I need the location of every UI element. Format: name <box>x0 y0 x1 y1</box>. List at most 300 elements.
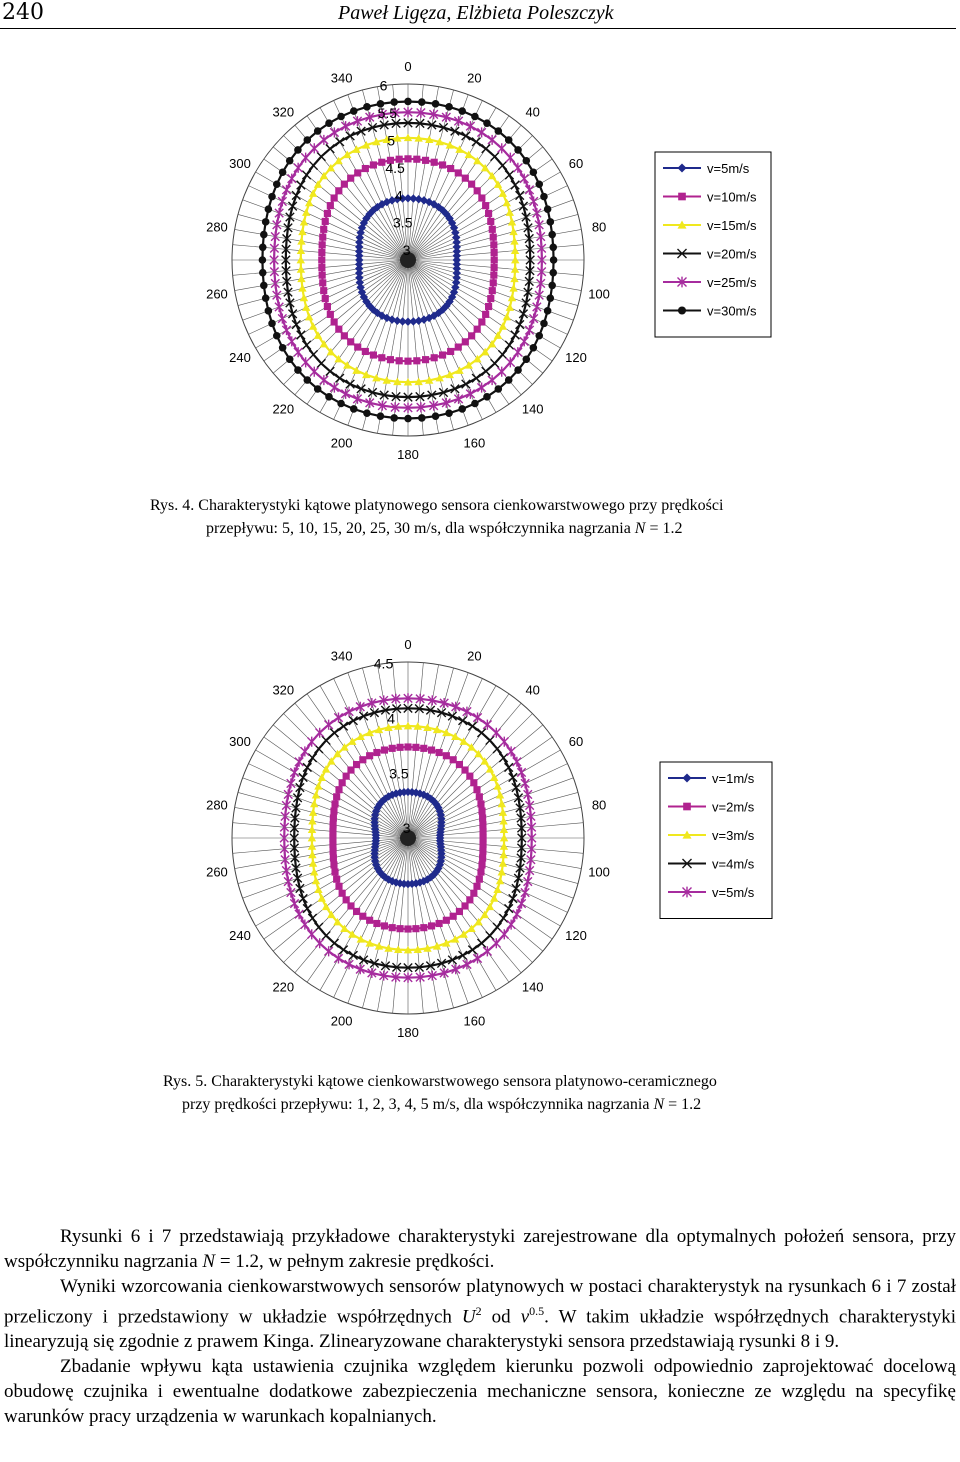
data-point <box>302 171 310 179</box>
data-point <box>319 272 326 279</box>
data-point <box>309 859 317 867</box>
data-point <box>443 917 450 924</box>
legend-label: v=10m/s <box>707 189 757 205</box>
data-point <box>295 909 303 919</box>
data-point <box>533 208 541 218</box>
data-point <box>462 132 470 140</box>
data-point <box>286 157 294 165</box>
data-point <box>483 393 491 401</box>
data-point <box>319 234 326 241</box>
data-point <box>345 707 353 717</box>
data-point <box>273 290 281 300</box>
data-point <box>333 793 340 800</box>
data-point <box>310 367 318 377</box>
data-point <box>309 189 317 197</box>
data-point <box>491 249 498 256</box>
data-point <box>373 749 380 756</box>
data-point <box>301 153 309 163</box>
data-point <box>320 135 328 145</box>
data-point <box>470 890 477 897</box>
data-point <box>470 779 477 786</box>
data-point <box>336 374 344 382</box>
data-point <box>314 886 322 894</box>
data-point <box>314 127 322 135</box>
data-point <box>479 841 486 848</box>
data-point <box>472 138 480 146</box>
data-point <box>525 800 533 810</box>
data-point <box>490 241 497 248</box>
data-point <box>320 226 327 233</box>
data-point <box>315 938 323 948</box>
data-point <box>513 757 521 767</box>
radial-tick-label: 6 <box>379 77 388 94</box>
running-header <box>0 0 960 28</box>
radial-tick-label: 3.5 <box>393 214 413 231</box>
data-point <box>445 103 453 111</box>
data-point <box>462 175 469 182</box>
data-point <box>483 946 491 956</box>
data-point <box>404 925 411 932</box>
data-point <box>483 119 491 127</box>
data-point <box>326 144 334 152</box>
data-point <box>301 920 309 930</box>
data-point <box>282 185 290 195</box>
data-point <box>420 745 427 752</box>
radial-tick-label: 4.5 <box>373 655 394 672</box>
data-point <box>466 773 473 780</box>
data-point <box>445 409 453 417</box>
data-point <box>511 331 519 339</box>
legend-label: v=20m/s <box>707 246 757 262</box>
legend <box>655 152 771 337</box>
data-point <box>330 127 338 137</box>
data-point <box>466 389 474 399</box>
data-point <box>540 320 548 328</box>
p2-text: Wyniki wzorcowania cienkowarstwowych sensorów platynowych w postaci charakterystyk na rysunkach 6 i 7 został przeliczony i przedstawiony w układzie współrzędnych <box>4 1276 956 1328</box>
data-point <box>486 931 494 939</box>
angle-tick-label: 340 <box>330 70 353 86</box>
data-point <box>330 854 337 861</box>
data-point <box>474 187 481 194</box>
data-point <box>284 789 292 799</box>
data-point <box>479 854 486 861</box>
body-text <box>4 1224 956 1429</box>
angle-tick-label: 240 <box>229 928 251 943</box>
data-point <box>362 348 369 355</box>
data-point <box>334 953 342 963</box>
data-point <box>339 722 347 730</box>
p1-n: N <box>202 1251 216 1272</box>
data-point <box>268 320 276 328</box>
data-point <box>477 868 484 875</box>
figure4-caption <box>150 494 723 540</box>
figure5-caption-n: N <box>653 1096 665 1113</box>
data-point <box>373 920 380 927</box>
data-point <box>366 917 373 924</box>
spoke-line <box>243 778 408 838</box>
data-point <box>462 380 470 388</box>
data-point <box>498 800 506 808</box>
data-point <box>418 98 426 106</box>
data-point <box>514 146 522 154</box>
data-point <box>499 189 507 197</box>
data-point <box>477 800 484 807</box>
data-point <box>389 924 396 931</box>
data-point <box>324 946 332 956</box>
data-point <box>472 374 480 382</box>
data-point <box>535 220 543 230</box>
p2-sup-05: 0.5 <box>529 1304 545 1318</box>
data-point <box>350 107 358 115</box>
data-point <box>312 791 320 799</box>
data-point <box>334 713 342 723</box>
data-point <box>308 929 316 939</box>
data-point <box>499 808 507 816</box>
data-point <box>345 959 353 969</box>
data-point <box>514 163 522 173</box>
figure5-caption-line1: Charakterystyki kątowe cienkowarstwowego sensora platynowo-ceramicznego <box>211 1073 717 1090</box>
data-point <box>482 144 490 152</box>
angle-tick-label: 120 <box>565 928 587 943</box>
data-point <box>288 336 296 346</box>
data-point <box>549 244 557 252</box>
data-point <box>297 331 305 339</box>
data-point <box>333 876 340 883</box>
data-point <box>482 202 489 209</box>
data-point <box>514 366 522 374</box>
data-point <box>324 720 332 730</box>
data-point <box>330 861 337 868</box>
data-point <box>265 307 273 315</box>
figure5-caption-label: Rys. 5. <box>163 1073 208 1090</box>
data-point <box>346 380 354 388</box>
data-point <box>508 294 516 302</box>
data-point <box>547 218 555 226</box>
data-point <box>363 409 371 417</box>
data-point <box>412 925 419 932</box>
legend-marker <box>678 306 686 314</box>
data-point <box>279 344 287 352</box>
angle-tick-label: 40 <box>525 104 540 120</box>
data-point <box>540 193 548 201</box>
data-point <box>529 314 537 324</box>
data-point <box>436 920 443 927</box>
data-point <box>331 194 338 201</box>
data-point <box>260 282 268 290</box>
data-point <box>310 800 318 808</box>
data-point <box>309 161 317 169</box>
data-point <box>495 127 503 135</box>
data-point <box>325 119 333 127</box>
legend-label: v=5m/s <box>707 161 750 176</box>
data-point <box>535 290 543 300</box>
legend-label: v=2m/s <box>712 799 755 815</box>
data-point <box>300 218 308 226</box>
data-point <box>308 914 316 922</box>
data-point <box>259 256 267 264</box>
angle-tick-label: 140 <box>521 979 544 995</box>
data-point <box>282 325 290 335</box>
p2-v: v <box>520 1306 530 1328</box>
figure5-caption <box>163 1070 717 1116</box>
figure4-caption-line2: przepływu: 5, 10, 15, 20, 25, 30 m/s, dla współczynnika nagrzania <box>206 520 635 537</box>
data-point <box>359 913 366 920</box>
data-point <box>525 185 533 195</box>
data-point <box>294 163 302 173</box>
data-point <box>330 821 337 828</box>
data-point <box>322 218 329 225</box>
data-point <box>318 256 325 263</box>
data-point <box>339 946 347 954</box>
data-point <box>259 244 267 252</box>
data-point <box>275 302 283 312</box>
data-point <box>420 924 427 931</box>
data-point <box>370 351 377 358</box>
data-point <box>489 226 496 233</box>
radial-tick-label: 3 <box>402 820 411 837</box>
data-point <box>499 914 507 922</box>
angle-tick-label: 160 <box>463 435 486 451</box>
data-point <box>495 385 503 393</box>
data-point <box>318 264 325 271</box>
data-point <box>436 749 443 756</box>
data-point <box>523 355 531 363</box>
data-point <box>318 894 326 902</box>
data-point <box>482 367 490 375</box>
angle-tick-label: 220 <box>272 979 295 995</box>
data-point <box>378 354 385 361</box>
data-point <box>294 366 302 374</box>
data-point <box>503 313 511 321</box>
figure5-caption-line2-end: = 1.2 <box>664 1096 702 1113</box>
data-point <box>490 894 498 902</box>
data-point <box>476 876 483 883</box>
data-point <box>347 175 354 182</box>
data-point <box>492 938 500 948</box>
legend-label: v=1m/s <box>712 771 755 786</box>
data-point <box>459 716 467 724</box>
data-point <box>505 763 513 771</box>
angle-tick-label: 80 <box>591 797 607 813</box>
data-point <box>326 367 334 375</box>
data-point <box>404 98 412 106</box>
data-point <box>347 338 354 345</box>
data-point <box>468 946 476 954</box>
data-point <box>387 356 394 363</box>
data-point <box>507 746 515 756</box>
data-point <box>547 294 555 302</box>
data-point <box>322 736 330 744</box>
data-point <box>527 855 535 865</box>
data-point <box>473 713 481 723</box>
data-point <box>506 153 514 163</box>
data-point <box>498 868 506 876</box>
radial-tick-label: 4 <box>395 187 403 204</box>
data-point <box>520 174 528 184</box>
data-point <box>362 165 369 172</box>
data-point <box>319 279 326 286</box>
angle-tick-label: 320 <box>272 104 295 120</box>
data-point <box>500 929 508 939</box>
data-point <box>396 357 403 364</box>
data-point <box>544 307 552 315</box>
data-point <box>439 161 446 168</box>
legend-marker <box>678 193 686 201</box>
data-point <box>381 746 388 753</box>
figure5-caption-line2: przy prędkości przepływu: 1, 2, 3, 4, 5 m/s, dla współczynnika nagrzania <box>182 1096 654 1113</box>
data-point <box>310 868 318 876</box>
data-point <box>485 303 492 310</box>
data-point <box>301 357 309 367</box>
spoke-line <box>408 838 573 898</box>
data-point <box>487 295 494 302</box>
data-point <box>488 135 496 145</box>
data-point <box>363 103 371 111</box>
data-point <box>520 336 528 346</box>
data-point <box>404 415 412 423</box>
data-point <box>488 375 496 385</box>
data-point <box>331 318 338 325</box>
data-point <box>337 400 345 408</box>
angle-tick-label: 280 <box>206 797 228 813</box>
data-point <box>509 228 517 236</box>
data-point <box>498 161 506 169</box>
data-point <box>347 902 354 909</box>
data-point <box>303 904 311 912</box>
paragraph-3: Zbadanie wpływu kąta ustawienia czujnika względem kierunku pozwoli odpowiednio zaprojektować docelową obudowę czujnika i ewentualne dodatkowe zabezpieczenia mechaniczne sensora, konieczne ze względu na specyfikę warunków pracy urządzenia w warunkach kopalnianych. <box>4 1356 956 1428</box>
angle-tick-label: 300 <box>229 156 251 171</box>
data-point <box>304 376 312 384</box>
data-point <box>439 351 446 358</box>
figure4-caption-n: N <box>634 520 646 537</box>
data-point <box>357 935 365 943</box>
data-point <box>412 744 419 751</box>
data-point <box>447 348 454 355</box>
data-point <box>354 169 361 176</box>
angle-tick-label: 260 <box>206 864 228 880</box>
data-point <box>335 786 342 793</box>
angle-tick-label: 60 <box>568 156 584 171</box>
data-point <box>349 951 357 959</box>
data-point <box>354 343 361 350</box>
data-point <box>500 834 508 842</box>
data-point <box>478 807 485 814</box>
data-point <box>331 800 338 807</box>
data-point <box>479 821 486 828</box>
data-point <box>521 888 529 898</box>
data-point <box>339 890 346 897</box>
data-point <box>517 898 525 908</box>
data-point <box>404 743 411 750</box>
data-point <box>304 136 312 144</box>
data-point <box>318 249 325 256</box>
data-point <box>325 393 333 401</box>
angle-tick-label: 80 <box>591 219 607 235</box>
data-point <box>310 143 318 153</box>
data-point <box>507 920 515 930</box>
data-point <box>496 877 504 885</box>
data-point <box>505 171 513 179</box>
data-point <box>466 896 473 903</box>
data-point <box>377 412 385 420</box>
data-point <box>317 152 325 160</box>
data-point <box>288 174 296 184</box>
data-point <box>294 146 302 154</box>
data-point <box>312 877 320 885</box>
data-point <box>505 136 513 144</box>
data-point <box>486 736 494 744</box>
angle-tick-label: 280 <box>206 219 228 235</box>
data-point <box>500 737 508 747</box>
data-point <box>505 904 513 912</box>
data-point <box>404 155 411 162</box>
data-point <box>396 925 403 932</box>
data-point <box>490 272 497 279</box>
legend <box>660 762 772 919</box>
data-point <box>300 294 308 302</box>
data-point <box>493 782 501 790</box>
data-point <box>535 332 543 340</box>
data-point <box>275 208 283 218</box>
data-point <box>282 866 290 876</box>
data-point <box>491 359 499 367</box>
data-point <box>468 332 475 339</box>
radial-tick-label: 4.5 <box>385 159 405 176</box>
data-point <box>463 707 471 717</box>
angle-tick-label: 20 <box>467 648 482 664</box>
data-point <box>550 256 558 264</box>
data-point <box>298 228 306 236</box>
data-point <box>506 303 514 311</box>
data-point <box>290 898 298 908</box>
data-point <box>324 210 331 217</box>
data-point <box>329 841 336 848</box>
figure4-caption-line2-end: = 1.2 <box>645 520 683 537</box>
data-point <box>336 138 344 146</box>
data-point <box>505 376 513 384</box>
data-point <box>428 746 435 753</box>
data-point <box>513 909 521 919</box>
data-point <box>487 218 494 225</box>
data-point <box>302 341 310 349</box>
data-point <box>330 814 337 821</box>
data-point <box>498 367 506 377</box>
data-point <box>322 931 330 939</box>
data-point <box>343 896 350 903</box>
angle-tick-label: 340 <box>330 648 353 664</box>
data-point <box>455 343 462 350</box>
data-point <box>330 729 338 737</box>
figure4-caption-line1: Charakterystyki kątowe platynowego sensora cienkowarstwowego przy prędkości <box>198 497 724 514</box>
p1-text: Rysunki 6 i 7 przedstawiają przykładowe charakterystyki zarejestrowane dla optymalnych położeń sensora, przy współczynniku nagrzania <box>4 1226 956 1272</box>
data-point <box>301 746 309 756</box>
data-point <box>461 766 468 773</box>
angle-tick-label: 180 <box>397 447 419 462</box>
data-point <box>548 231 556 239</box>
data-point <box>498 350 506 358</box>
data-point <box>459 951 467 959</box>
data-point <box>330 382 338 392</box>
data-point <box>366 752 373 759</box>
data-point <box>396 744 403 751</box>
angle-tick-label: 200 <box>330 1013 353 1029</box>
data-point <box>294 347 302 357</box>
data-point <box>491 152 499 160</box>
data-point <box>330 939 338 947</box>
data-point <box>505 341 513 349</box>
data-point <box>418 414 426 422</box>
radial-tick-label: 5.5 <box>377 105 398 122</box>
